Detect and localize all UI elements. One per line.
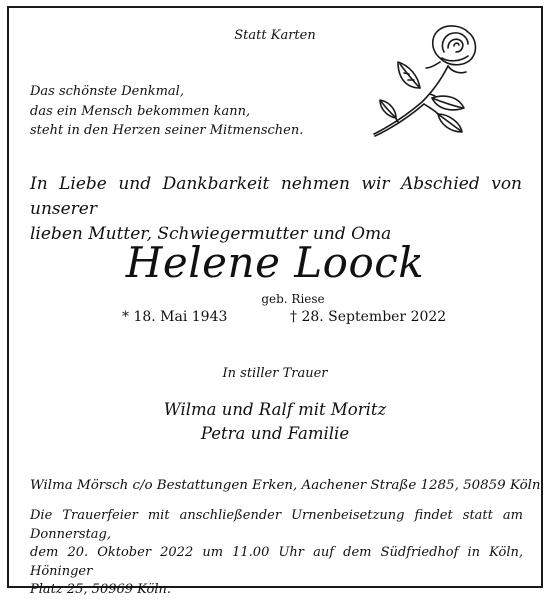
maiden-name: geb. Riese bbox=[261, 292, 325, 306]
header-statt-karten: Statt Karten bbox=[234, 28, 316, 43]
mourning-label: In stiller Trauer bbox=[222, 366, 328, 381]
ceremony-line: Platz 25, 50969 Köln. bbox=[30, 582, 172, 597]
ceremony-info bbox=[30, 507, 523, 600]
mourners-list bbox=[0, 398, 550, 446]
quote-line: steht in den Herzen seiner Mitmenschen. bbox=[30, 123, 304, 138]
rose-icon bbox=[368, 22, 484, 146]
quote-line: Das schönste Denkmal, bbox=[30, 84, 184, 99]
intro-line: In Liebe und Dankbarkeit nehmen wir Abschied von unserer bbox=[30, 174, 522, 219]
death-date: † 28. September 2022 bbox=[290, 309, 447, 325]
ceremony-line: Die Trauerfeier mit anschließender Urnenbeisetzung findet statt am Donnerstag, bbox=[30, 508, 523, 542]
mourner-line: Petra und Familie bbox=[200, 424, 350, 443]
intro-text bbox=[30, 172, 522, 247]
memorial-quote bbox=[30, 82, 303, 141]
birth-date: * 18. Mai 1943 bbox=[122, 309, 228, 325]
intro-line: lieben Mutter, Schwiegermutter und Oma bbox=[30, 224, 392, 244]
contact-address: Wilma Mörsch c/o Bestattungen Erken, Aachener Straße 1285, 50859 Köln bbox=[30, 478, 541, 493]
quote-line: das ein Mensch bekommen kann, bbox=[30, 103, 251, 119]
mourner-line: Wilma und Ralf mit Moritz bbox=[163, 400, 387, 419]
ceremony-line: dem 20. Oktober 2022 um 11.00 Uhr auf dem Südfriedhof in Köln, Höninger bbox=[30, 545, 523, 579]
deceased-name: Helene Loock bbox=[125, 238, 425, 287]
